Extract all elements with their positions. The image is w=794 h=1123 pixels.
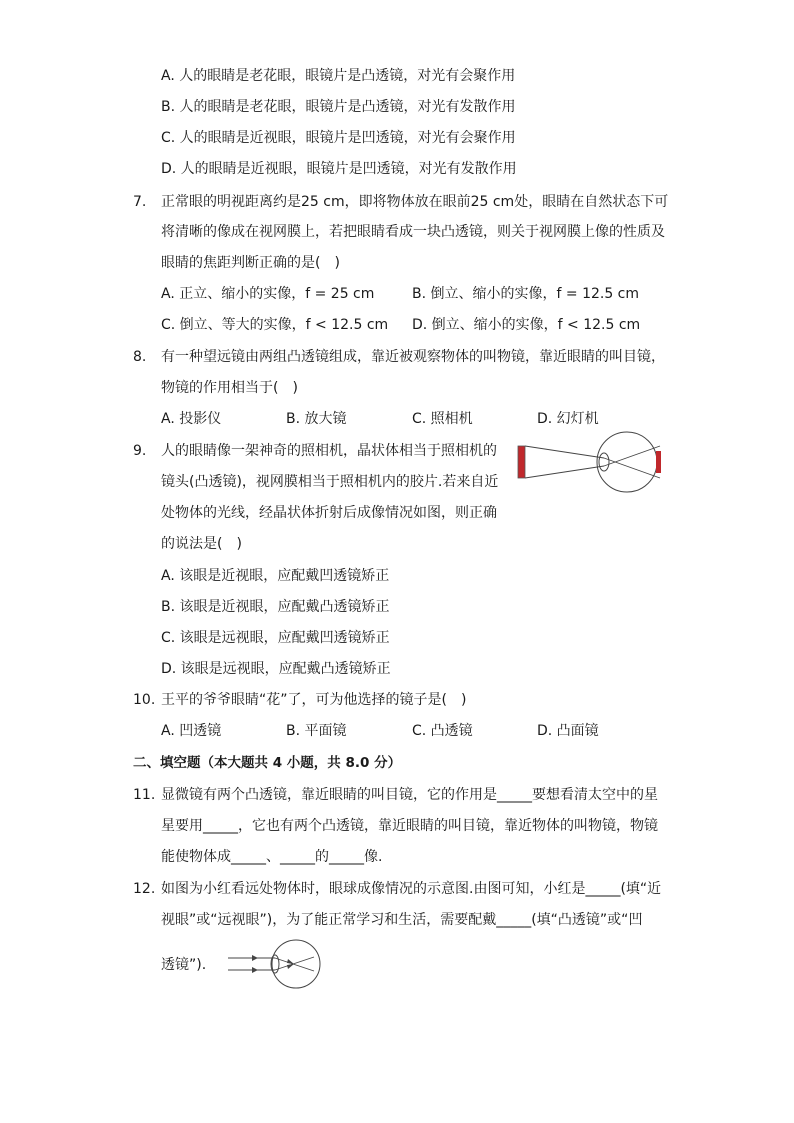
q11-line-1: 显微镜有两个凸透镜，靠近眼睛的叫目镜，它的作用是_____要想看清太空中的星 xyxy=(161,787,658,803)
q12-arrow-bottom xyxy=(252,967,258,973)
q7-option-b: B. 倒立、缩小的实像，f = 12.5 cm xyxy=(412,286,640,302)
q7-line-1: 正常眼的明视距离约是25 cm，即将物体放在眼前25 cm处，眼睛在自然状态下可 xyxy=(161,194,669,210)
q7-option-c: C. 倒立、等大的实像，f < 12.5 cm xyxy=(161,317,389,333)
q6-option-c: C. 人的眼睛是近视眼，眼镜片是凹透镜，对光有会聚作用 xyxy=(161,130,516,146)
q11-line-2: 星要用_____，它也有两个凸透镜，靠近眼睛的叫目镜，靠近物体的叫物镜，物镜 xyxy=(161,818,658,834)
q6-option-d: D. 人的眼睛是近视眼，眼镜片是凹透镜，对光有发散作用 xyxy=(161,161,517,177)
q9-line-2: 镜头(凸透镜)，视网膜相当于照相机内的胶片.若来自近 xyxy=(161,474,499,490)
q10-option-a: A. 凹透镜 xyxy=(161,723,222,739)
q8-number: 8. xyxy=(133,349,147,365)
q8-option-d: D. 幻灯机 xyxy=(537,411,599,427)
q9-number: 9. xyxy=(133,443,147,459)
q12-arrow-top-refracted xyxy=(287,959,294,964)
q9-option-a: A. 该眼是近视眼，应配戴凹透镜矫正 xyxy=(161,568,390,584)
q10-line-1: 王平的爷爷眼睛“花”了，可为他选择的镜子是( ) xyxy=(161,692,467,708)
q12-number: 12. xyxy=(133,881,156,897)
q9-line-3: 处物体的光线，经晶状体折射后成像情况如图，则正确 xyxy=(161,505,497,521)
q7-number: 7. xyxy=(133,194,147,210)
q11-line-3: 能使物体成_____、_____的_____像. xyxy=(161,849,383,865)
q6-option-a: A. 人的眼睛是老花眼，眼镜片是凸透镜，对光有会聚作用 xyxy=(161,68,516,84)
q11-number: 11. xyxy=(133,787,156,803)
q8-line-1: 有一种望远镜由两组凸透镜组成，靠近被观察物体的叫物镜，靠近眼睛的叫目镜， xyxy=(161,349,665,365)
q9-eyeball xyxy=(597,432,657,492)
q9-object xyxy=(518,446,525,478)
q8-line-2: 物镜的作用相当于( ) xyxy=(161,380,298,396)
q10-option-d: D. 凸面镜 xyxy=(537,723,599,739)
q8-option-a: A. 投影仪 xyxy=(161,411,222,427)
q7-line-2: 将清晰的像成在视网膜上，若把眼睛看成一块凸透镜，则关于视网膜上像的性质及 xyxy=(161,224,665,240)
q9-image xyxy=(656,451,661,473)
q10-option-c: C. 凸透镜 xyxy=(412,723,473,739)
q9-lens xyxy=(599,453,609,471)
q7-line-3: 眼睛的焦距判断正确的是( ) xyxy=(161,255,340,271)
q9-ray-top xyxy=(525,446,604,458)
q9-ray-bottom xyxy=(525,466,604,478)
q9-line-1: 人的眼睛像一架神奇的照相机，晶状体相当于照相机的 xyxy=(161,443,497,459)
section-2-heading: 二、填空题（本大题共 4 小题，共 8.0 分） xyxy=(133,755,402,771)
q12-eye-diagram xyxy=(226,938,326,990)
q9-line-4: 的说法是( ) xyxy=(161,536,242,552)
q12-arrow-top xyxy=(252,955,258,961)
q8-option-b: B. 放大镜 xyxy=(286,411,347,427)
q7-option-a: A. 正立、缩小的实像，f = 25 cm xyxy=(161,286,375,302)
q12-arrow-bottom-refracted xyxy=(287,964,294,969)
q10-number: 10. xyxy=(133,692,156,708)
q8-option-c: C. 照相机 xyxy=(412,411,473,427)
q12-ray-top-refracted xyxy=(275,958,314,971)
q9-option-c: C. 该眼是远视眼，应配戴凹透镜矫正 xyxy=(161,630,390,646)
q12-line-1: 如图为小红看远处物体时，眼球成像情况的示意图.由图可知，小红是_____(填“近 xyxy=(161,881,662,897)
q9-option-b: B. 该眼是近视眼，应配戴凸透镜矫正 xyxy=(161,599,390,615)
q9-option-d: D. 该眼是远视眼，应配戴凸透镜矫正 xyxy=(161,661,391,677)
q7-option-d: D. 倒立、缩小的实像，f < 12.5 cm xyxy=(412,317,641,333)
q12-line-3: 透镜”). xyxy=(161,957,207,973)
q6-option-b: B. 人的眼睛是老花眼，眼镜片是凸透镜，对光有发散作用 xyxy=(161,99,516,115)
q9-eye-diagram xyxy=(515,434,665,494)
q12-line-2: 视眼”或“远视眼”)，为了能正常学习和生活，需要配戴_____(填“凸透镜”或“凹 xyxy=(161,912,643,928)
q12-ray-bottom-refracted xyxy=(275,957,314,970)
q9-ray-bottom-refracted xyxy=(604,446,660,466)
q10-option-b: B. 平面镜 xyxy=(286,723,347,739)
q9-ray-top-refracted xyxy=(604,458,660,478)
